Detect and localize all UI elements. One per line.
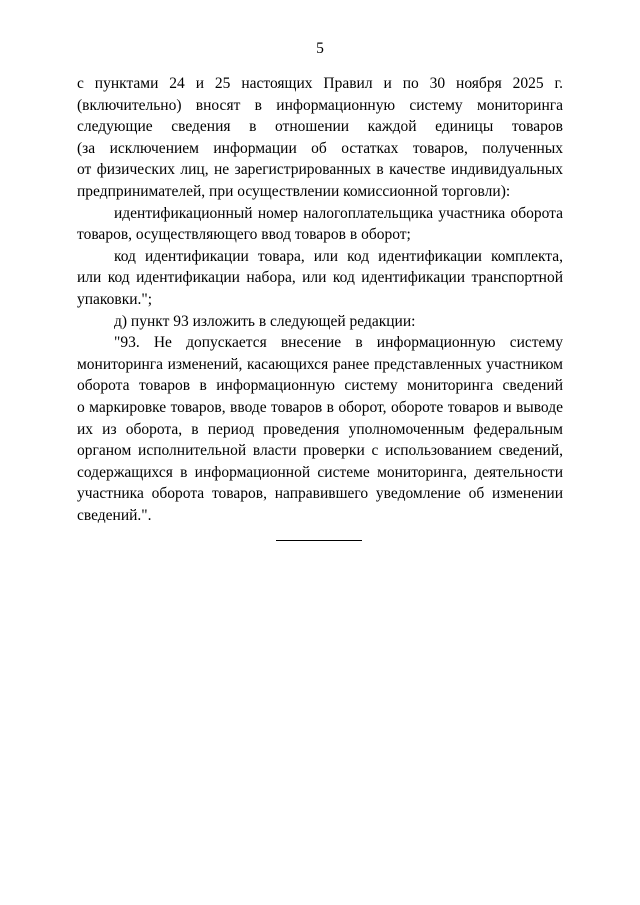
text-line: о маркировке товаров, вводе товаров в оборот, обороте товаров и выводе [77, 398, 563, 416]
text-line: д) пункт 93 изложить в следующей редакции: [114, 312, 416, 330]
paragraph [77, 311, 563, 333]
paragraph [77, 246, 563, 311]
text-line: следующие сведения в отношении каждой единицы товаров [77, 118, 563, 136]
text-line: товаров, осуществляющего ввод товаров в оборот; [77, 226, 411, 244]
text-line: их из оборота, в период проведения уполномоченным федеральным [77, 420, 563, 438]
text-line: (за исключением информации об остатках товаров, полученных [77, 139, 563, 157]
text-line: сведений.". [77, 506, 152, 524]
text-line: от физических лиц, не зарегистрированных в качестве индивидуальных [77, 161, 563, 179]
text-line: код идентификации товара, или код идентификации комплекта, [114, 247, 563, 265]
page-number: 5 [316, 40, 324, 57]
document-body [77, 73, 563, 526]
text-line: с пунктами 24 и 25 настоящих Правил и по 30 ноября 2025 г. [77, 75, 563, 92]
text-line: или код идентификации набора, или код идентификации транспортной [77, 269, 563, 287]
text-line: оборота товаров в информационную систему мониторинга сведений [77, 377, 563, 395]
text-line: "93. Не допускается внесение в информационную систему [114, 334, 563, 352]
text-line: мониторинга изменений, касающихся ранее представленных участником [77, 355, 563, 373]
text-line: (включительно) вносят в информационную систему мониторинга [77, 96, 563, 114]
end-separator-line [276, 540, 362, 541]
text-line: содержащихся в информационной системе мониторинга, деятельности [77, 463, 563, 481]
paragraph [77, 203, 563, 246]
text-line: органом исполнительной власти проверки с использованием сведений, [77, 442, 563, 460]
paragraph [77, 73, 563, 203]
paragraph [77, 332, 563, 526]
text-line: предпринимателей, при осуществлении комиссионной торговли): [77, 182, 511, 200]
text-line: идентификационный номер налогоплательщика участника оборота [114, 204, 563, 222]
text-line: упаковки."; [77, 290, 153, 308]
text-line: участника оборота товаров, направившего уведомление об изменении [77, 485, 563, 503]
